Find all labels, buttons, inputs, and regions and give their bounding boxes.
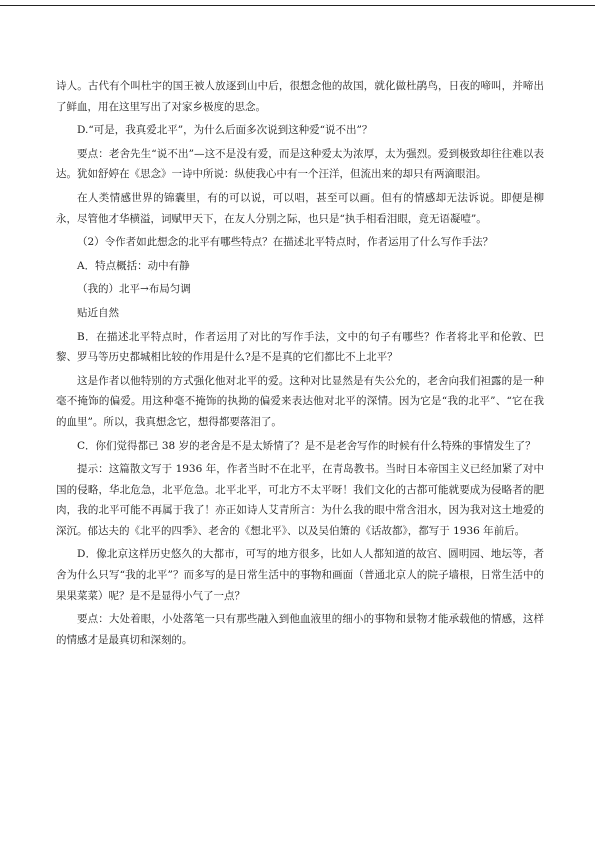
paragraph-emotions: 在人类情感世界的锦囊里，有的可以说，可以唱，甚至可以画。但有的情感却无法诉说。即便是柳永，尽管他才华横溢，词赋甲天下，在友人分别之际，也只是“执手相看泪眼，竟无语凝噎”。 [56,191,544,225]
answer-c-hint: 提示：这篇散文写于 1936 年，作者当时不在北平，在青岛教书。当时日本帝国主义已经加紧了对中国的侵略，华北危急，北平危急。北平北平，可北方不太平呀！我们文化的古都可能就要成为侵略者的肥肉，我的北平可能不再属于我了！亦正如诗人艾青所言：为什么我的眼中常含泪水，因为我对这土地爱的深沉。郁达夫的《北平的四季》、老舍的《想北平》、以及吴伯箫的《话故都》，都写于 1936 年前后。 [56,463,544,537]
document-body [56,76,544,650]
header-rule [0,5,595,6]
answer-d-details: 要点：大处着眼，小处落笔一只有那些融入到他血液里的细小的事物和景物才能承载他的情感，这样的情感才是最真切和深刻的。 [56,613,544,646]
answer-a-nature: 贴近自然 [77,306,119,319]
question-d-love-beiping: D.“可是，我真爱北平”，为什么后面多次说到这种爱“说不出”？ [77,124,373,137]
question-2: （2）令作者如此想念的北平有哪些特点？在描述北平特点时，作者运用了什么写作手法？ [77,236,494,249]
paragraph-dujuan: 诗人。古代有个叫杜宇的国王被人放逐到山中后，很想念他的故国，就化做杜鹃鸟，日夜的啼叫，并啼出了鲜血，用在这里写出了对家乡极度的思念。 [56,80,544,113]
question-b-contrast: B．在描述北平特点时，作者运用了对比的写作手法，文中的句子有哪些？作者将北平和伦敦、巴黎、罗马等历史都城相比较的作用是什么?是不是真的它们都比不上北平？ [56,330,544,364]
answer-a-summary: A．特点概括：动中有静 [77,259,190,272]
question-d-details: D．像北京这样历史悠久的大都市，可写的地方很多，比如人人都知道的故宫、圆明园、地坛等，者舍为什么只写“我的北平”？而多写的是日常生活中的事物和画面（普通北京人的院子墙根，日常生活中的果果菜菜）呢？是不是显得小气了一点？ [56,548,544,602]
question-c: C．你们觉得都已 38 岁的老舍是不是太矫情了？是不是老舍写作的时候有什么特殊的事情发生了？ [77,439,536,452]
answer-d-key-points: 要点：老舍先生“说不出”—这不是没有爱，而是这种爱太为浓厚，太为强烈。爱到极致却往往难以表达。犹如舒婷在《思念》一诗中所说：纵使我心中有一个汪洋，但流出来的却只有两滴眼泪。 [56,147,544,181]
answer-a-layout: （我的）北平→布局匀调 [77,283,191,296]
answer-b: 这是作者以他特别的方式强化他对北平的爱。这种对比显然是有失公允的，老舍向我们袒露的是一种毫不掩饰的偏爱。用这种毫不掩饰的执拗的偏爱来表达他对北平的深情。因为它是“我的北平”、“它在我的血里”。所以，我真想念它，想得都要落泪了。 [56,374,544,428]
